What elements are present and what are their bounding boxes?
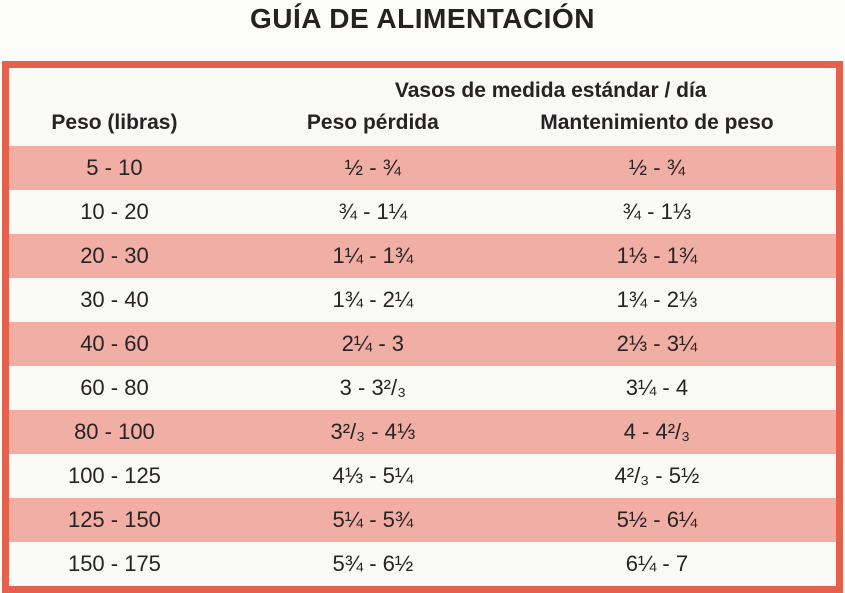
cell-weight-range: 40 - 60 (80, 331, 149, 356)
cell-weight-loss-cups: 5¾ - 6½ (332, 551, 414, 576)
column-header-mantenimiento: Mantenimiento de peso (540, 111, 774, 134)
cell-weight-range: 150 - 175 (67, 551, 161, 576)
cell-weight-range: 80 - 100 (74, 419, 155, 444)
table-row (9, 410, 836, 454)
cell-weight-range: 5 - 10 (86, 155, 143, 180)
column-headers-row (9, 111, 836, 135)
cell-weight-range: 125 - 150 (67, 507, 161, 532)
cell-weight-maintenance-cups: 4²/₃ - 5½ (614, 463, 700, 488)
table-row (9, 542, 836, 586)
table-row (9, 498, 836, 542)
column-header-peso-libras: Peso (libras) (51, 111, 178, 134)
cell-weight-maintenance-cups: ½ - ¾ (628, 155, 686, 180)
cell-weight-maintenance-cups: 6¼ - 7 (625, 551, 689, 576)
table-row (9, 454, 836, 498)
cell-weight-loss-cups: 4⅓ - 5¼ (332, 463, 414, 488)
cell-weight-maintenance-cups: ¾ - 1⅓ (622, 199, 692, 224)
table-header (9, 68, 836, 146)
cell-weight-maintenance-cups: 1¾ - 2⅓ (616, 287, 698, 312)
cell-weight-loss-cups: 1¾ - 2¼ (332, 287, 414, 312)
cell-weight-loss-cups: ¾ - 1¼ (338, 199, 408, 224)
cell-weight-loss-cups: 3²/₃ - 4⅓ (330, 419, 416, 444)
table-row (9, 366, 836, 410)
cell-weight-loss-cups: 2¼ - 3 (341, 331, 405, 356)
cell-weight-maintenance-cups: 2⅓ - 3¼ (616, 331, 698, 356)
cell-weight-loss-cups: 1¼ - 1¾ (332, 243, 414, 268)
table-row (9, 146, 836, 190)
cell-weight-range: 30 - 40 (80, 287, 149, 312)
cell-weight-maintenance-cups: 5½ - 6¼ (616, 507, 698, 532)
table-row (9, 322, 836, 366)
column-header-peso-perdida: Peso pérdida (306, 111, 439, 134)
cell-weight-loss-cups: ½ - ¾ (344, 155, 401, 180)
page-title: GUÍA DE ALIMENTACIÓN (250, 3, 595, 34)
cell-weight-range: 60 - 80 (80, 375, 149, 400)
cell-weight-maintenance-cups: 4 - 4²/₃ (623, 419, 691, 444)
table-row (9, 190, 836, 234)
table-row (9, 278, 836, 322)
cell-weight-range: 10 - 20 (80, 199, 149, 224)
column-group-header: Vasos de medida estándar / día (394, 79, 707, 102)
cell-weight-maintenance-cups: 3¼ - 4 (625, 375, 689, 400)
cell-weight-range: 20 - 30 (80, 243, 149, 268)
table-row (9, 234, 836, 278)
cell-weight-range: 100 - 125 (67, 463, 161, 488)
cell-weight-maintenance-cups: 1⅓ - 1¾ (616, 243, 698, 268)
cell-weight-loss-cups: 3 - 3²/₃ (339, 375, 407, 400)
feeding-guide-table (2, 61, 843, 593)
cell-weight-loss-cups: 5¼ - 5¾ (332, 507, 414, 532)
